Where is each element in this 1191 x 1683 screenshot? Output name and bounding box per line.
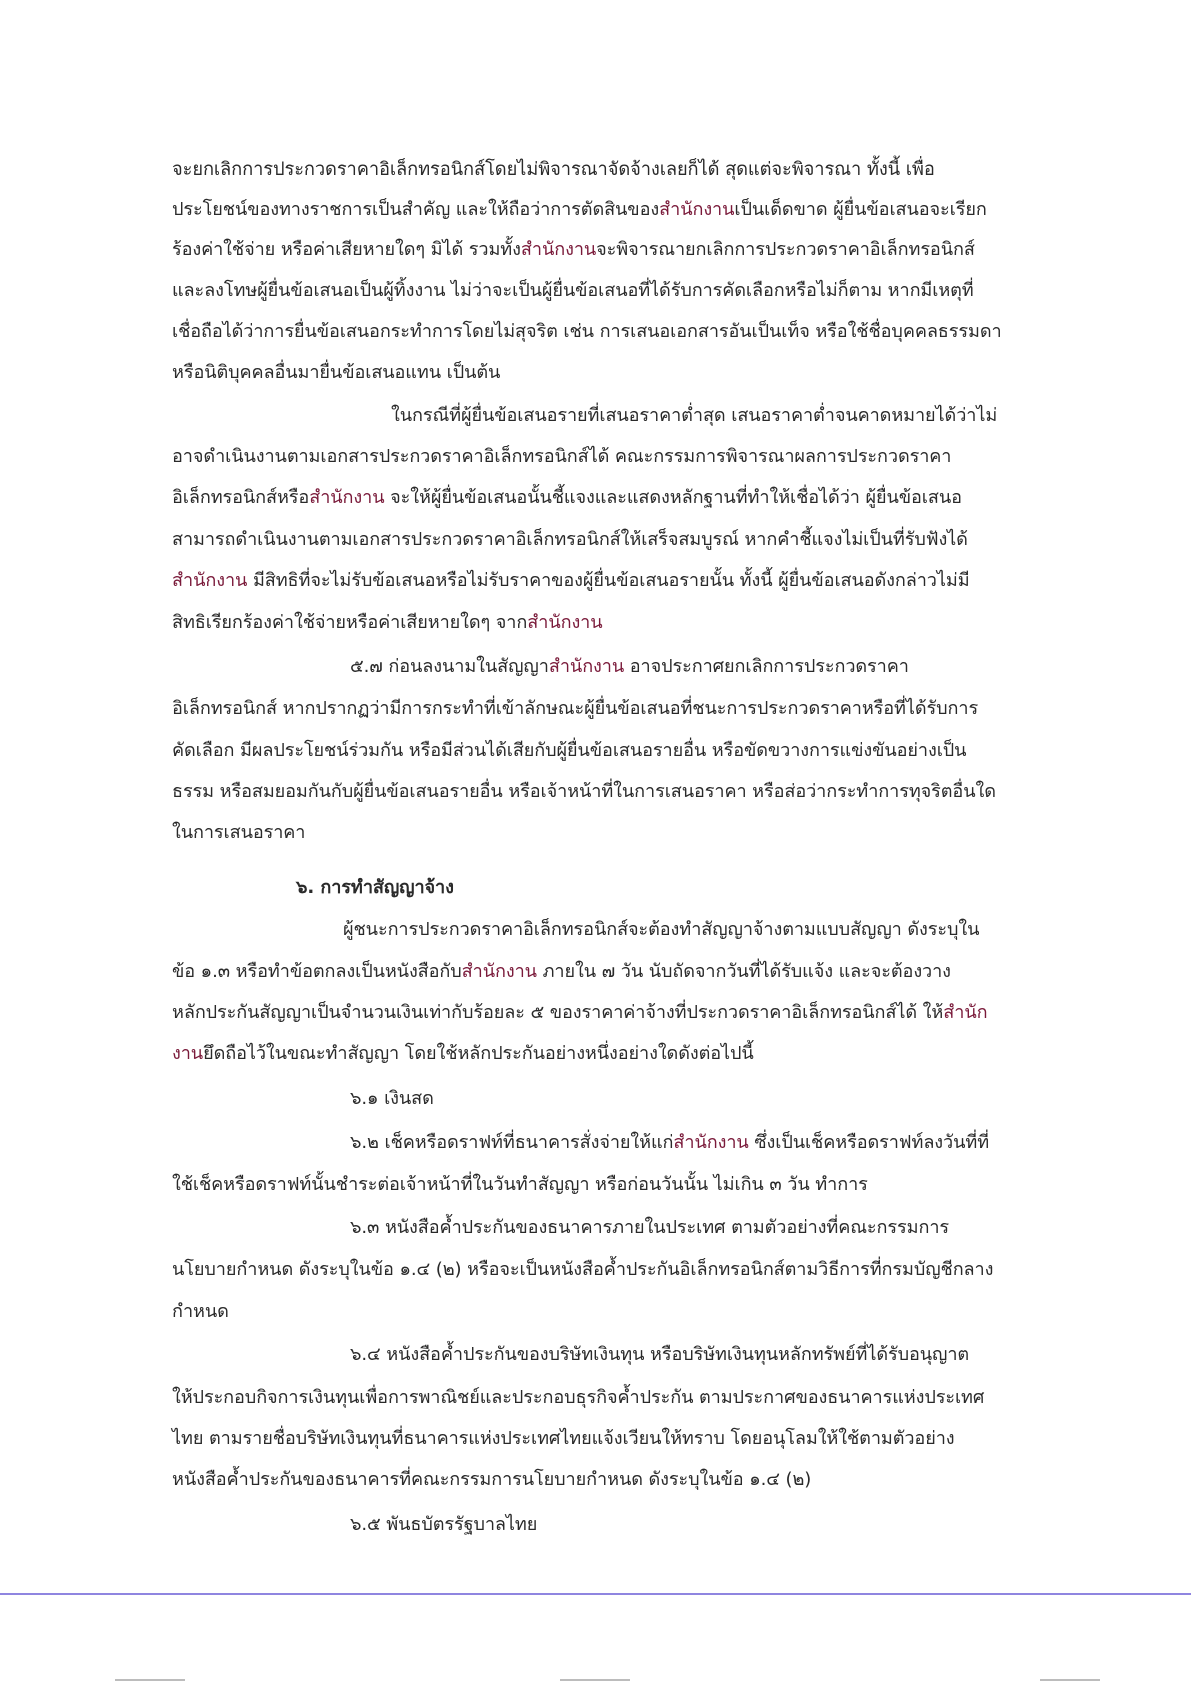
- office-term: สำนักงาน: [520, 239, 597, 260]
- office-term: สำนักงาน: [527, 612, 603, 633]
- text-line: หนังสือค้ำประกันของธนาคารที่คณะกรรมการนโยบายกำหนด ดังระบุในข้อ ๑.๔ (๒): [172, 1469, 812, 1490]
- clause-5-7: ๕.๗ ก่อนลงนามในสัญญาสำนักงาน อาจประกาศยกเลิกการประกวดราคา: [350, 656, 909, 677]
- text-line: เชื่อถือได้ว่าการยื่นข้อเสนอกระทำการโดยไม่สุจริต เช่น การเสนอเอกสารอันเป็นเท็จ หรือใช้ชื่อบุคคลธรรมดา: [172, 321, 1002, 342]
- text-line: ธรรม หรือสมยอมกันกับผู้ยื่นข้อเสนอรายอื่น หรือเจ้าหน้าที่ในการเสนอราคา หรือส่อว่ากระทำการทุจริตอื่นใด: [172, 781, 996, 802]
- text-line: และลงโทษผู้ยื่นข้อเสนอเป็นผู้ทิ้งงาน ไม่ว่าจะเป็นผู้ยื่นข้อเสนอที่ได้รับการคัดเลือกหรือไม่ก็ตาม หากมีเหตุที่: [172, 280, 974, 301]
- text-line: งานยึดถือไว้ในขณะทำสัญญา โดยใช้หลักประกันอย่างหนึ่งอย่างใดดังต่อไปนี้: [172, 1043, 754, 1064]
- office-term: สำนักงาน: [172, 570, 248, 591]
- text-line: อิเล็กทรอนิกส์ หากปรากฏว่ามีการกระทำที่เข้าลักษณะผู้ยื่นข้อเสนอที่ชนะการประกวดราคาหรือที่ได้รับการ: [172, 698, 979, 719]
- clause-6-2: ๖.๒ เช็คหรือดราฟท์ที่ธนาคารสั่งจ่ายให้แก่สำนักงาน ซึ่งเป็นเช็คหรือดราฟท์ลงวันที่ที่: [350, 1132, 990, 1153]
- office-term: สำนัก: [943, 1002, 988, 1023]
- office-term: สำนักงาน: [659, 199, 735, 220]
- text-line: หรือนิติบุคคลอื่นมายื่นข้อเสนอแทน เป็นต้น: [172, 362, 501, 383]
- text-line: ในกรณีที่ผู้ยื่นข้อเสนอรายที่เสนอราคาต่ำสุด เสนอราคาต่ำจนคาดหมายได้ว่าไม่: [391, 405, 998, 426]
- text-line: จะยกเลิกการประกวดราคาอิเล็กทรอนิกส์โดยไม่พิจารณาจัดจ้างเลยก็ได้ สุดแต่จะพิจารณา ทั้งนี้ เพื่อ: [172, 159, 935, 180]
- office-term: สำนักงาน: [673, 1132, 749, 1153]
- office-term: งาน: [172, 1043, 204, 1064]
- clause-6-5: ๖.๕ พันธบัตรรัฐบาลไทย: [350, 1514, 538, 1535]
- office-term: สำนักงาน: [548, 656, 625, 677]
- text-line: ใช้เช็คหรือดราฟท์นั้นชำระต่อเจ้าหน้าที่ในวันทำสัญญา หรือก่อนวันนั้น ไม่เกิน ๓ วัน ทำการ: [172, 1174, 868, 1195]
- text-line: ในการเสนอราคา: [172, 822, 306, 843]
- text-line: สิทธิเรียกร้องค่าใช้จ่ายหรือค่าเสียหายใดๆ จากสำนักงาน: [172, 612, 603, 633]
- clause-6-4: ๖.๔ หนังสือค้ำประกันของบริษัทเงินทุน หรือบริษัทเงินทุนหลักทรัพย์ที่ได้รับอนุญาต: [350, 1344, 970, 1365]
- section-heading: ๖. การทำสัญญาจ้าง: [296, 877, 454, 898]
- text-line: กำหนด: [172, 1301, 229, 1322]
- text-line: อาจดำเนินงานตามเอกสารประกวดราคาอิเล็กทรอนิกส์ได้ คณะกรรมการพิจารณาผลการประกวดราคา: [172, 446, 952, 467]
- text-line: สามารถดำเนินงานตามเอกสารประกวดราคาอิเล็กทรอนิกส์ให้เสร็จสมบูรณ์ หากคำชี้แจงไม่เป็นที่รับฟังได้: [172, 529, 968, 550]
- office-term: สำนักงาน: [309, 487, 385, 508]
- clause-6-3: ๖.๓ หนังสือค้ำประกันของธนาคารภายในประเทศ ตามตัวอย่างที่คณะกรรมการ: [350, 1217, 949, 1238]
- text-line: สำนักงาน มีสิทธิที่จะไม่รับข้อเสนอหรือไม่รับราคาของผู้ยื่นข้อเสนอรายนั้น ทั้งนี้ ผู้ยื่นข้อเสนอดังกล่าวไม่มี: [172, 570, 970, 591]
- text-line: นโยบายกำหนด ดังระบุในข้อ ๑.๔ (๒) หรือจะเป็นหนังสือค้ำประกันอิเล็กทรอนิกส์ตามวิธีการที่กรมบัญชีกลาง: [172, 1259, 994, 1280]
- scan-speck: [115, 1679, 185, 1681]
- text-line: ร้องค่าใช้จ่าย หรือค่าเสียหายใดๆ มิได้ รวมทั้งสำนักงานจะพิจารณายกเลิกการประกวดราคาอิเล็กทรอนิกส์: [172, 239, 975, 260]
- text-line: ผู้ชนะการประกวดราคาอิเล็กทรอนิกส์จะต้องทำสัญญาจ้างตามแบบสัญญา ดังระบุใน: [343, 919, 980, 940]
- text-line: ให้ประกอบกิจการเงินทุนเพื่อการพาณิชย์และประกอบธุรกิจค้ำประกัน ตามประกาศของธนาคารแห่งประเทศ: [172, 1387, 985, 1408]
- text-line: ประโยชน์ของทางราชการเป็นสำคัญ และให้ถือว่าการตัดสินของสำนักงานเป็นเด็ดขาด ผู้ยื่นข้อเสนอจะเรียก: [172, 199, 987, 220]
- text-line: หลักประกันสัญญาเป็นจำนวนเงินเท่ากับร้อยละ ๕ ของราคาค่าจ้างที่ประกวดราคาอิเล็กทรอนิกส์ได้ ให้สำนัก: [172, 1002, 988, 1023]
- office-term: สำนักงาน: [461, 961, 537, 982]
- scan-speck: [560, 1679, 630, 1681]
- text-line: คัดเลือก มีผลประโยชน์ร่วมกัน หรือมีส่วนได้เสียกับผู้ยื่นข้อเสนอรายอื่น หรือขัดขวางการแข่งขันอย่างเป็น: [172, 740, 967, 761]
- text-line: ข้อ ๑.๓ หรือทำข้อตกลงเป็นหนังสือกับสำนักงาน ภายใน ๗ วัน นับถัดจากวันที่ได้รับแจ้ง และจะต้องวาง: [172, 961, 951, 982]
- footer-rule: [0, 1593, 1191, 1595]
- text-line: อิเล็กทรอนิกส์หรือสำนักงาน จะให้ผู้ยื่นข้อเสนอนั้นชี้แจงและแสดงหลักฐานที่ทำให้เชื่อได้ว่า ผู้ยื่นข้อเสนอ: [172, 487, 962, 508]
- scan-speck: [1040, 1679, 1100, 1681]
- clause-6-1: ๖.๑ เงินสด: [350, 1088, 434, 1109]
- text-line: ไทย ตามรายชื่อบริษัทเงินทุนที่ธนาคารแห่งประเทศไทยแจ้งเวียนให้ทราบ โดยอนุโลมให้ใช้ตามตัวอย่าง: [172, 1428, 955, 1449]
